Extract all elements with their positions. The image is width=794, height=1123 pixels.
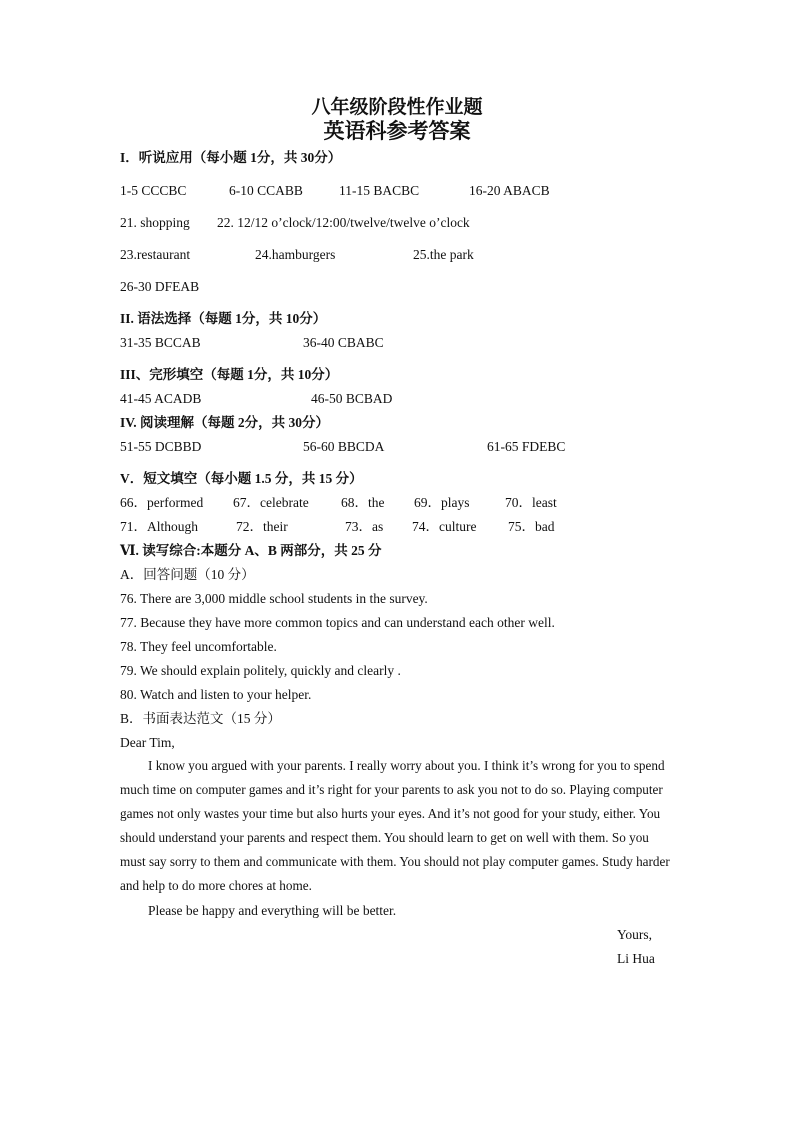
section1-heading: I．听说应用（每小题 1分，共 30分） xyxy=(120,150,342,165)
title-grade: 八年级阶段性作业题 xyxy=(311,97,483,118)
answer-group: 51-55 DCBBD xyxy=(120,439,202,454)
answer-item: 71．Although xyxy=(120,519,199,534)
part-a-heading: A．回答问题（10 分） xyxy=(120,567,255,582)
answer-item: 73．as xyxy=(345,519,384,534)
part-b-heading: B．书面表达范文（15 分） xyxy=(120,711,281,726)
answer-item: 22. 12/12 o’clock/12:00/twelve/twelve o’clock xyxy=(217,215,470,230)
answer-item: 69．plays xyxy=(414,495,470,510)
answer-group: 26-30 DFEAB xyxy=(120,279,200,294)
answer-group: 36-40 CBABC xyxy=(303,335,384,350)
answer-item: 68．the xyxy=(341,495,385,510)
answer-item: 25.the park xyxy=(413,247,474,262)
answer-item: 21. shopping xyxy=(120,215,190,230)
answer-sentence: 76. There are 3,000 middle school students in the survey. xyxy=(120,591,428,606)
answer-item: 70．least xyxy=(505,495,557,510)
letter-signature: Li Hua xyxy=(617,951,655,966)
answer-group: 16-20 ABACB xyxy=(469,183,550,198)
answer-group: 41-45 ACADB xyxy=(120,391,202,406)
answer-sentence: 79. We should explain politely, quickly and clearly . xyxy=(120,663,401,678)
section3-heading: III、完形填空（每题 1分，共 10分） xyxy=(120,367,339,382)
answer-item: 24.hamburgers xyxy=(255,247,336,262)
answer-item: 67．celebrate xyxy=(233,495,309,510)
answer-item: 74．culture xyxy=(412,519,477,534)
title-subject: 英语科参考答案 xyxy=(323,119,471,143)
answer-item: 72．their xyxy=(236,519,288,534)
answer-group: 56-60 BBCDA xyxy=(303,439,385,454)
section2-heading: II. 语法选择（每题 1分，共 10分） xyxy=(120,311,327,326)
answer-group: 6-10 CCABB xyxy=(229,183,303,198)
letter-greeting: Dear Tim, xyxy=(120,735,175,750)
section4-heading: IV. 阅读理解（每题 2分，共 30分） xyxy=(120,415,330,430)
answer-group: 61-65 FDEBC xyxy=(487,439,566,454)
answer-sentence: 77. Because they have more common topics and can understand each other well. xyxy=(120,615,555,630)
letter-signoff: Yours, xyxy=(617,927,653,942)
answer-group: 11-15 BACBC xyxy=(339,183,420,198)
answer-item: 23.restaurant xyxy=(120,247,191,262)
answer-item: 66．performed xyxy=(120,495,204,510)
answer-sentence: 78. They feel uncomfortable. xyxy=(120,639,277,654)
section6-heading: Ⅵ. 读写综合:本题分 A、B 两部分，共 25 分 xyxy=(120,543,382,558)
letter-body: I know you argued with your parents. I really worry about you. I think it’s wrong for you to spend much time on computer games and it’s right for your parents to ask you not to do so. Playing computer games not only wastes your time but also hurts your eyes. And it’s not good for your study, either. You should understand your parents and respect them. You should learn to get on well with them. So you must say sorry to them and communicate with them. You should not play computer games. Study harder and help to do more chores at home. xyxy=(120,758,670,893)
answer-sentence: 80. Watch and listen to your helper. xyxy=(120,687,312,702)
answer-group: 1-5 CCCBC xyxy=(120,183,187,198)
letter-closing-line: Please be happy and everything will be better. xyxy=(148,903,397,918)
section5-heading: V．短文填空（每小题 1.5 分，共 15 分） xyxy=(120,471,363,486)
answer-group: 46-50 BCBAD xyxy=(311,391,393,406)
answer-group: 31-35 BCCAB xyxy=(120,335,201,350)
answer-item: 75．bad xyxy=(508,519,555,534)
